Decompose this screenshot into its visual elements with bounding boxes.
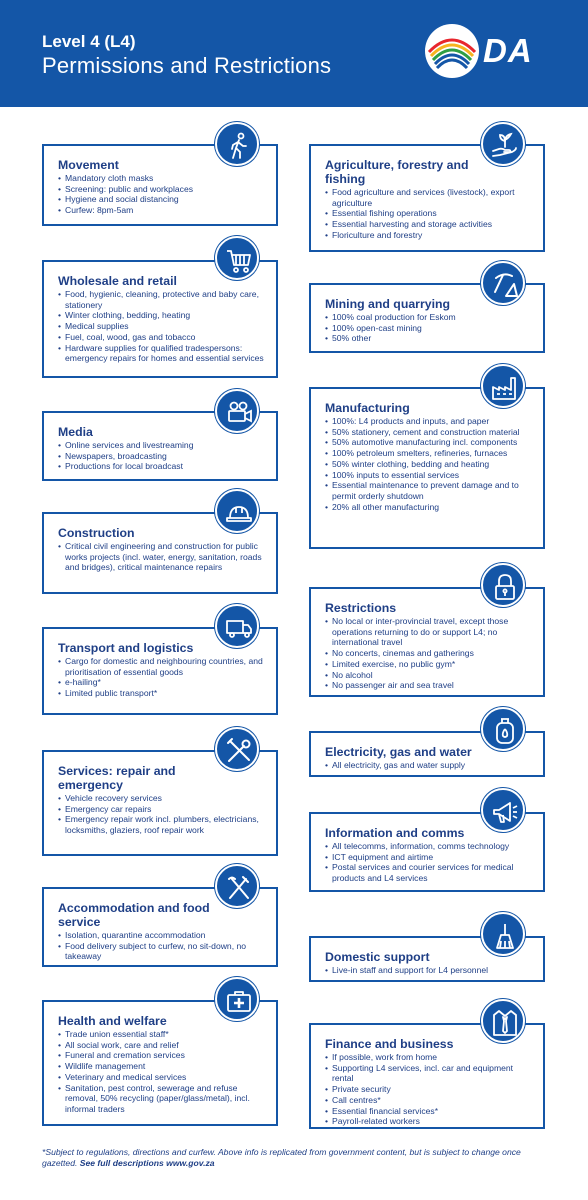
- list-item: • e-hailing*: [58, 677, 268, 688]
- list-item: • Postal services and courier services for medical products and L4 services: [325, 862, 535, 883]
- list-item: • No passenger air and sea travel: [325, 680, 535, 691]
- list-item: • Critical civil engineering and construction for public works projects (incl. water, energy, sanitation, roads and bridges), critical maintenance repairs: [58, 541, 268, 573]
- card-list: [325, 841, 543, 884]
- list-item: • Emergency car repairs: [58, 804, 268, 815]
- list-item: • Cargo for domestic and neighbouring countries, and prioritisation of essential goods: [58, 656, 268, 677]
- tools-icon: [215, 727, 259, 771]
- list-item: • Vehicle recovery services: [58, 793, 268, 804]
- list-item: • Food delivery subject to curfew, no sit-down, no takeaway: [58, 941, 268, 962]
- card-list: [325, 187, 543, 241]
- footnote-text: *Subject to regulations, directions and curfew. Above info is replicated from government content, but is subject to change once gazetted.: [42, 1147, 521, 1168]
- card-title: Finance and business: [325, 1037, 454, 1051]
- card-list: [325, 1052, 543, 1127]
- list-item: • Medical supplies: [58, 321, 268, 332]
- list-item: • 100%: L4 products and inputs, and paper: [325, 416, 535, 427]
- list-item: • Wildlife management: [58, 1061, 268, 1072]
- list-item: • Limited exercise, no public gym*: [325, 659, 535, 670]
- list-item: • Hardware supplies for qualified tradespersons: emergency repairs for homes and essential services: [58, 343, 268, 364]
- shopping-cart-icon: [215, 236, 259, 280]
- broom-icon: [481, 912, 525, 956]
- list-item: • Curfew: 8pm-5am: [58, 205, 268, 216]
- footnote-link[interactable]: See full descriptions www.gov.za: [79, 1158, 215, 1168]
- card-title: Mining and quarrying: [325, 297, 451, 311]
- card-list: [58, 541, 276, 573]
- card-manufacturing: [309, 387, 545, 549]
- sun-logo-icon: [423, 22, 481, 80]
- gas-cylinder-icon: [481, 707, 525, 751]
- list-item: • All telecomms, information, comms technology: [325, 841, 535, 852]
- card-list: [58, 173, 276, 216]
- level-title: Level 4 (L4): [42, 32, 136, 51]
- list-item: • 100% coal production for Eskom: [325, 312, 535, 323]
- card-list: [58, 289, 276, 364]
- card-title: Services: repair and emergency: [58, 764, 176, 792]
- header-banner: [0, 0, 588, 107]
- card-list: [58, 930, 276, 962]
- list-item: • Essential financial services*: [325, 1106, 535, 1117]
- card-list: [325, 416, 543, 512]
- card-title: Agriculture, forestry and fishing: [325, 158, 469, 186]
- list-item: • 50% winter clothing, bedding and heating: [325, 459, 535, 470]
- card-title: Accommodation and food service: [58, 901, 210, 929]
- list-item: • Essential harvesting and storage activities: [325, 219, 535, 230]
- list-item: • Food agriculture and services (livestock), export agriculture: [325, 187, 535, 208]
- card-list: [58, 1029, 276, 1115]
- list-item: • Supporting L4 services, incl. car and equipment rental: [325, 1063, 535, 1084]
- card-list: [58, 793, 276, 836]
- list-item: • Call centres*: [325, 1095, 535, 1106]
- list-item: • Isolation, quarantine accommodation: [58, 930, 268, 941]
- list-item: • Emergency repair work incl. plumbers, electricians, locksmiths, glaziers, roof repair work: [58, 814, 268, 835]
- list-item: • Veterinary and medical services: [58, 1072, 268, 1083]
- list-item: • Trade union essential staff*: [58, 1029, 268, 1040]
- card-list: [325, 312, 543, 344]
- factory-icon: [481, 364, 525, 408]
- list-item: • Online services and livestreaming: [58, 440, 268, 451]
- list-item: • Essential maintenance to prevent damage and to permit orderly shutdown: [325, 480, 535, 501]
- list-item: • Private security: [325, 1084, 535, 1095]
- list-item: • 50% other: [325, 333, 535, 344]
- megaphone-icon: [481, 788, 525, 832]
- list-item: • Mandatory cloth masks: [58, 173, 268, 184]
- plant-hand-icon: [481, 122, 525, 166]
- list-item: • Limited public transport*: [58, 688, 268, 699]
- card-list: [325, 965, 543, 976]
- list-item: • Screening: public and workplaces: [58, 184, 268, 195]
- list-item: • Funeral and cremation services: [58, 1050, 268, 1061]
- pickaxe-icon: [481, 261, 525, 305]
- list-item: • Essential fishing operations: [325, 208, 535, 219]
- list-item: • Hygiene and social distancing: [58, 194, 268, 205]
- list-item: • 50% stationery, cement and construction material: [325, 427, 535, 438]
- walking-person-icon: [215, 122, 259, 166]
- card-list: [325, 760, 543, 771]
- list-item: • Fuel, coal, wood, gas and tobacco: [58, 332, 268, 343]
- card-title: Restrictions: [325, 601, 397, 615]
- truck-icon: [215, 604, 259, 648]
- card-title: Electricity, gas and water: [325, 745, 472, 759]
- card-title: Construction: [58, 526, 135, 540]
- list-item: • All electricity, gas and water supply: [325, 760, 535, 771]
- card-title: Transport and logistics: [58, 641, 194, 655]
- card-list: [325, 616, 543, 691]
- list-item: • All social work, care and relief: [58, 1040, 268, 1051]
- card-title: Information and comms: [325, 826, 465, 840]
- list-item: • 100% open-cast mining: [325, 323, 535, 334]
- list-item: • Newspapers, broadcasting: [58, 451, 268, 462]
- list-item: • No concerts, cinemas and gatherings: [325, 648, 535, 659]
- card-list: [58, 656, 276, 699]
- list-item: • Payroll-related workers: [325, 1116, 535, 1127]
- video-camera-icon: [215, 389, 259, 433]
- list-item: • Productions for local broadcast: [58, 461, 268, 472]
- list-item: • Live-in staff and support for L4 personnel: [325, 965, 535, 976]
- list-item: • Sanitation, pest control, sewerage and refuse removal, 50% recycling (paper/glass/metal), incl. informal traders: [58, 1083, 268, 1115]
- list-item: • 100% inputs to essential services: [325, 470, 535, 481]
- hard-hat-icon: [215, 489, 259, 533]
- card-title: Movement: [58, 158, 119, 172]
- list-item: • Floriculture and forestry: [325, 230, 535, 241]
- card-title: Domestic support: [325, 950, 430, 964]
- list-item: • 20% all other manufacturing: [325, 502, 535, 513]
- list-item: • 50% automotive manufacturing incl. components: [325, 437, 535, 448]
- page-title: Permissions and Restrictions: [42, 53, 332, 78]
- list-item: • 100% petroleum smelters, refineries, furnaces: [325, 448, 535, 459]
- card-title: Media: [58, 425, 93, 439]
- logo-text: DA: [483, 32, 533, 69]
- list-item: • Food, hygienic, cleaning, protective and baby care, stationery: [58, 289, 268, 310]
- card-title: Manufacturing: [325, 401, 410, 415]
- list-item: • Winter clothing, bedding, heating: [58, 310, 268, 321]
- card-title: Health and welfare: [58, 1014, 167, 1028]
- list-item: • ICT equipment and airtime: [325, 852, 535, 863]
- da-logo: [423, 22, 553, 80]
- fork-knife-icon: [215, 864, 259, 908]
- footnote: [42, 1147, 552, 1169]
- shirt-tie-icon: [481, 999, 525, 1043]
- card-title: Wholesale and retail: [58, 274, 177, 288]
- padlock-icon: [481, 563, 525, 607]
- list-item: • No alcohol: [325, 670, 535, 681]
- card-list: [58, 440, 276, 472]
- list-item: • If possible, work from home: [325, 1052, 535, 1063]
- list-item: • No local or inter-provincial travel, except those operations returning to do or support L4; no international travel: [325, 616, 535, 648]
- first-aid-kit-icon: [215, 977, 259, 1021]
